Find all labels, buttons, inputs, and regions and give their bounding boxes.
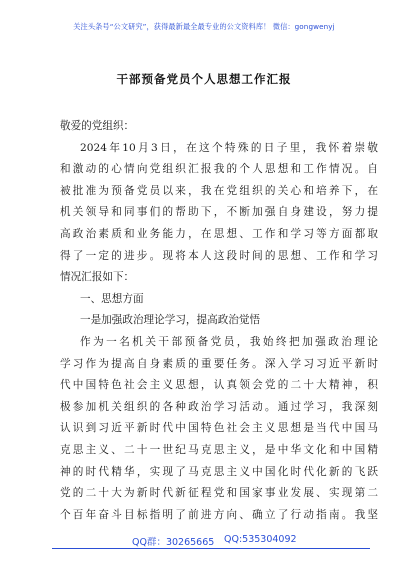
document-body (60, 116, 378, 526)
paragraph-line: 2024年10月3日，在这个特殊的日子里，我怀着崇敬 (80, 141, 378, 154)
paragraph-line: 个百年奋斗目标指明了前进方向、确立了行动指南。我坚 (60, 508, 378, 521)
footer-divider (52, 548, 370, 549)
paragraph-line: 得了一定的进步。现将本人这段时间的思想、工作和学习 (60, 249, 378, 262)
section-heading: 一、思想方面 (80, 292, 144, 305)
header-notice: 关注头条号“公文研究”，获得最新最全最专业的公文资料库！ 微信：gongwenyj (73, 22, 335, 31)
paragraph-line: 和激动的心情向党组织汇报我的个人思想和工作情况。自 (60, 163, 378, 176)
paragraph-line: 情况汇报如下： (60, 271, 135, 284)
paragraph-line: 克思主义、二十一世纪马克思主义，是中华文化和中国精 (60, 443, 378, 456)
subsection-heading: 一是加强政治理论学习，提高政治觉悟 (80, 314, 261, 327)
paragraph-line: 党的二十大为新时代新征程党和国家事业发展、实现第二 (60, 487, 378, 500)
paragraph-line: 作为一名机关干部预备党员，我始终把加强政治理论 (80, 335, 378, 348)
paragraph-line: 认识到习近平新时代中国特色社会主义思想是当代中国马 (60, 422, 378, 435)
paragraph-line: 学习作为提高自身素质的重要任务。深入学习习近平新时 (60, 357, 378, 370)
paragraph-line: 神的时代精华，实现了马克思主义中国化时代化新的飞跃 (60, 465, 378, 478)
paragraph-line: 机关领导和同事们的帮助下，不断加强自身建设，努力提 (60, 206, 378, 219)
qq-contact-link[interactable]: QQ:535304092 (224, 534, 297, 545)
paragraph-line: 高政治素质和业务能力，在思想、工作和学习等方面都取 (60, 227, 378, 240)
document-title: 干部预备党员个人思想工作汇报 (116, 72, 292, 86)
paragraph-line: 极参加机关组织的各种政治学习活动。通过学习，我深刻 (60, 400, 378, 413)
paragraph-line: 被批准为预备党员以来，我在党组织的关心和培养下，在 (60, 184, 378, 197)
paragraph-line: 代中国特色社会主义思想，认真领会党的二十大精神，积 (60, 379, 378, 392)
qq-group-link[interactable]: QQ群：30265665 (132, 537, 215, 548)
salutation-line: 敬爱的党组织： (60, 120, 135, 132)
